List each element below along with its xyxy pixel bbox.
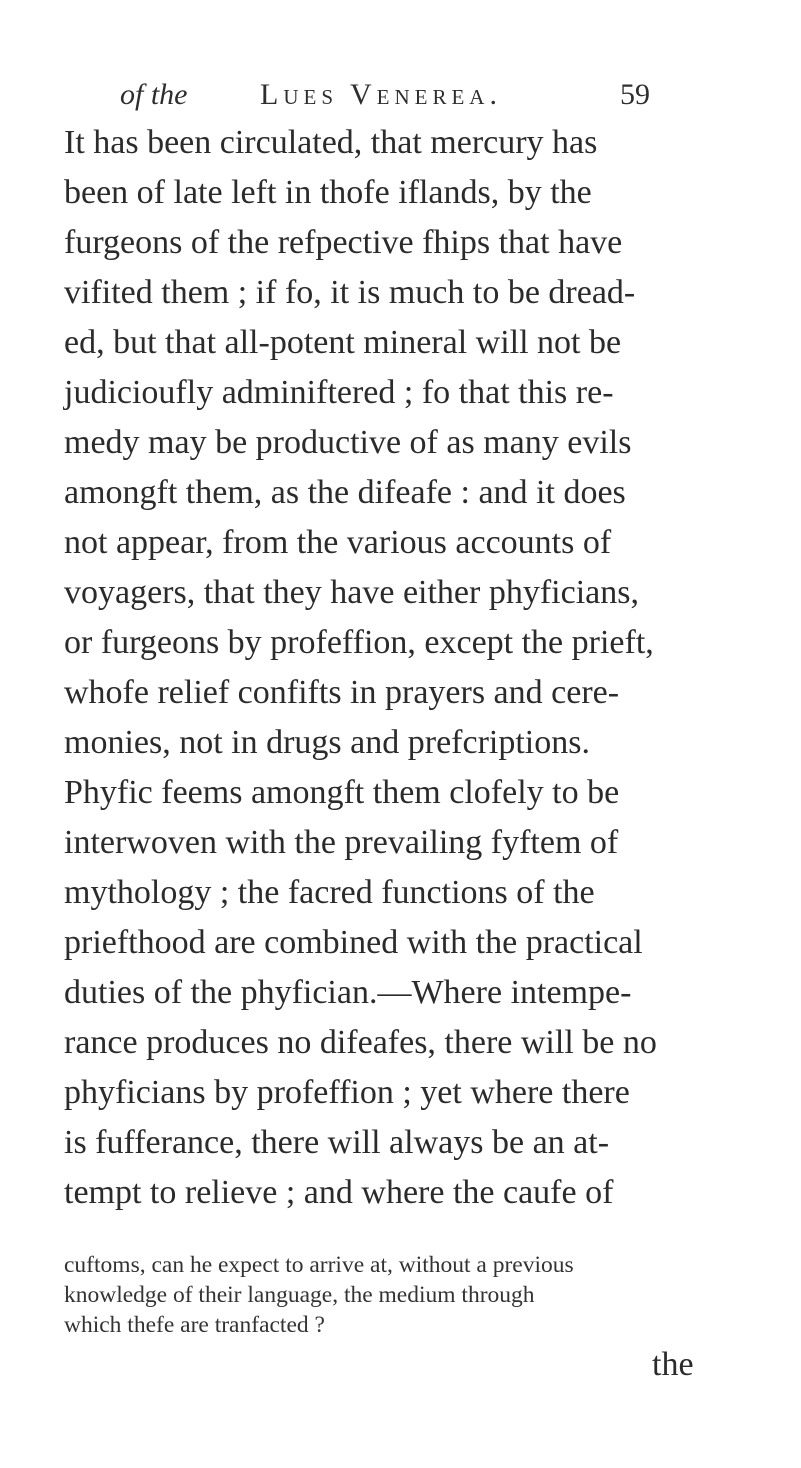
body-line: furgeons of the refpective fhips that have [64,224,623,261]
footnote-line: which thefe are tranfacted ? [64,1312,325,1338]
body-line: It has been circulated, that mercury has [64,124,598,161]
body-line: tempt to relieve ; and where the caufe of [64,1174,614,1211]
body-line: interwoven with the prevailing fyftem of [64,824,619,861]
body-line: been of late left in thofe iflands, by the [64,174,592,211]
body-line: or furgeons by profeffion, except the prieft, [64,624,654,661]
body-line: duties of the phyfician.—Where intempe- [64,974,632,1011]
footnote-line: cuftoms, can he expect to arrive at, without a previous [64,1252,574,1278]
body-line: is fufferance, there will always be an at- [64,1124,610,1161]
body-line: monies, not in drugs and prefcriptions. [64,724,590,761]
body-line: medy may be productive of as many evils [64,424,632,461]
body-line: priefthood are combined with the practical [64,924,643,961]
body-line: amongft them, as the difeafe : and it does [64,474,626,511]
footnote-line: knowledge of their language, the medium through [64,1282,535,1308]
body-line: rance produces no difeafes, there will be no [64,1024,657,1061]
body-line: phyficians by profeffion ; yet where there [64,1074,630,1111]
body-line: not appear, from the various accounts of [64,524,612,561]
body-line: voyagers, that they have either phyficians, [64,574,639,611]
running-head-prefix: of the [120,78,188,111]
body-line: mythology ; the facred functions of the [64,874,595,911]
body-line: judicioufly adminiftered ; fo that this re- [64,374,614,411]
catchword: the [652,1346,694,1383]
body-line: vifited them ; if fo, it is much to be dread- [64,274,636,311]
page-number: 59 [620,78,650,111]
running-head [120,74,650,114]
body-line: whofe relief confifts in prayers and cere- [64,674,620,711]
running-head-title: Lues Venerea. [260,78,502,111]
body-line: Phyfic feems amongft them clofely to be [64,774,620,811]
body-line: ed, but that all-potent mineral will not be [64,324,622,361]
